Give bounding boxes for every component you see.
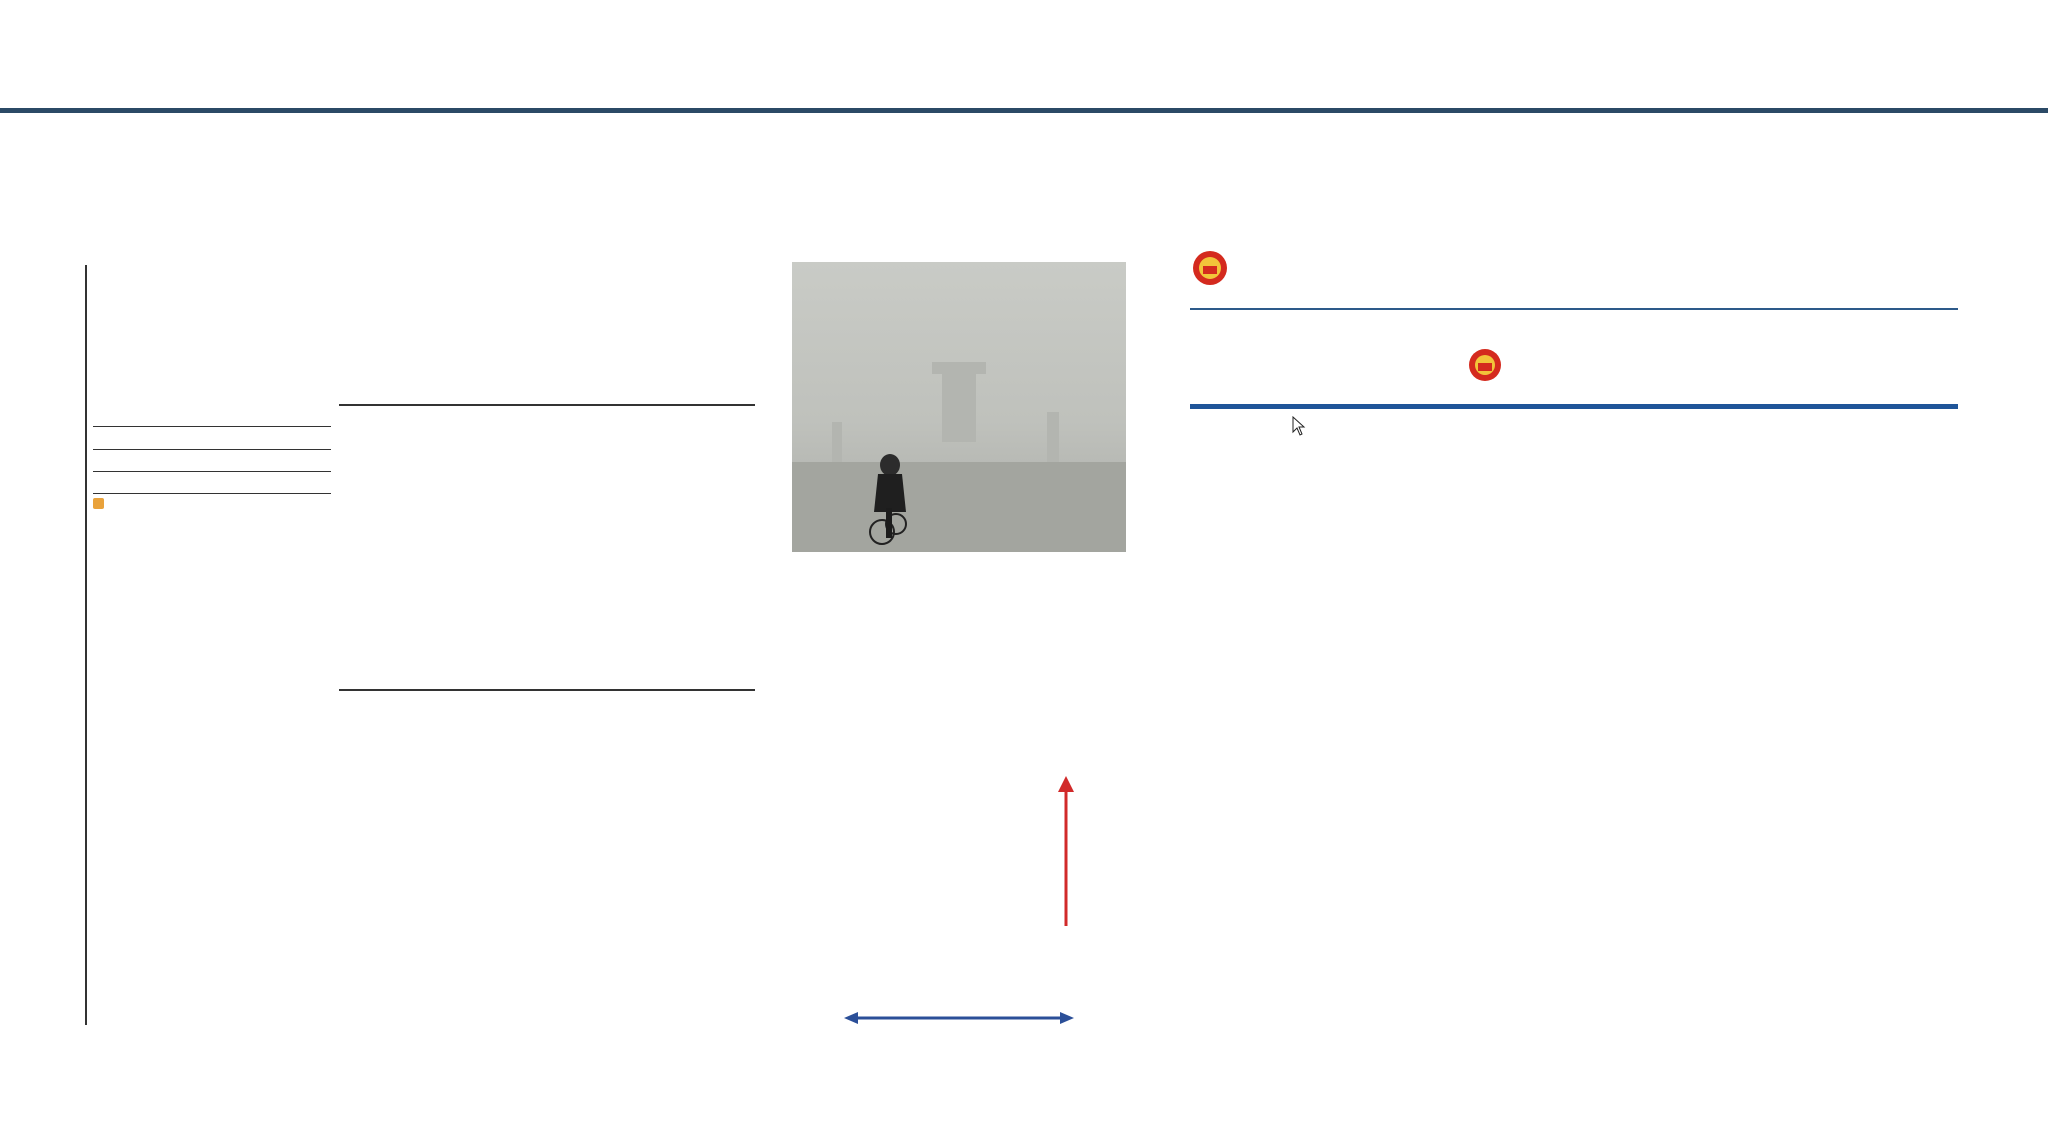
meta-divider <box>93 471 331 472</box>
section-rule <box>1190 404 1958 409</box>
abstract-top-rule <box>339 689 755 691</box>
smog-photo <box>792 262 1126 552</box>
national-emblem-icon <box>1192 250 1228 286</box>
header-divider <box>0 108 2048 113</box>
meta-divider <box>93 426 331 427</box>
gov-regulation <box>1184 242 1964 1042</box>
gov-header-rule <box>1190 308 1958 310</box>
pm25-health-pyramid <box>832 726 1092 1036</box>
check-updates-icon <box>93 498 104 509</box>
meta-divider <box>93 493 331 494</box>
paper-left-rule <box>85 265 87 1025</box>
severity-arrowhead <box>1058 776 1074 792</box>
population-arrowhead-right <box>1060 1012 1074 1024</box>
meta-divider <box>93 449 331 450</box>
emblem-icon <box>1468 348 1502 382</box>
mouse-cursor-icon <box>1292 416 1306 436</box>
check-updates-link[interactable] <box>93 498 329 511</box>
pyramid-graphic <box>832 726 1092 1036</box>
population-arrowhead-left <box>844 1012 858 1024</box>
paper-excerpt <box>85 262 757 1027</box>
authors-top-rule <box>339 404 755 406</box>
